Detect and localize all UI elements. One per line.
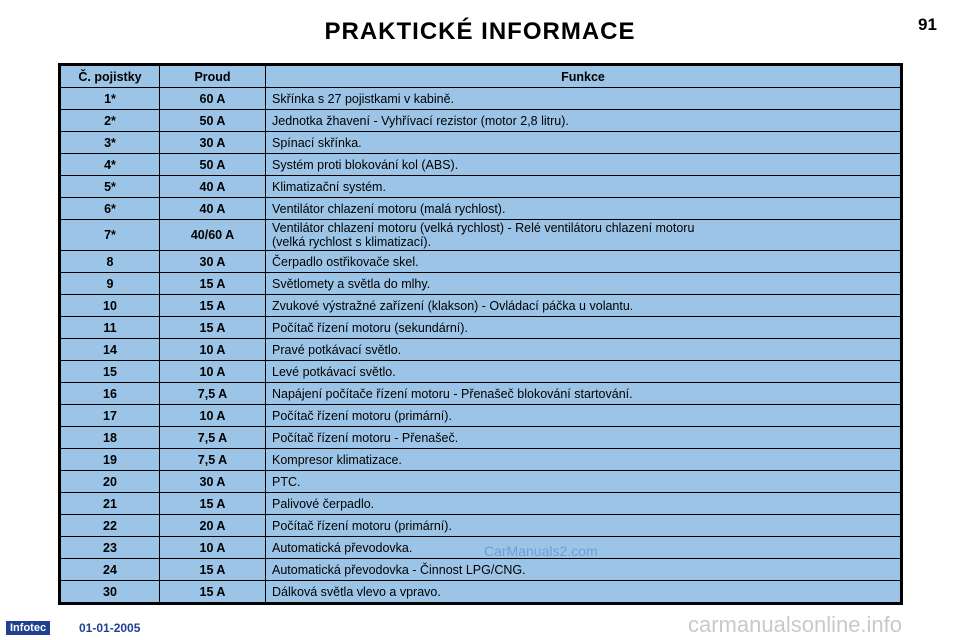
fuse-current-cell: 10 A: [160, 339, 266, 361]
fuse-function-cell: [266, 176, 901, 198]
fuse-number-cell: 30: [61, 581, 160, 603]
fuse-function-cell: [266, 339, 901, 361]
fuse-function-text: Počítač řízení motoru - Přenašeč.: [272, 430, 459, 445]
fuse-function-text: Napájení počítače řízení motoru - Přenašeč blokování startování.: [272, 386, 633, 401]
fuse-number-cell: 16: [61, 383, 160, 405]
fuse-current-cell: 20 A: [160, 515, 266, 537]
table-row: [61, 515, 901, 537]
table-row: [61, 176, 901, 198]
fuse-function-cell: [266, 427, 901, 449]
fuse-function-text: Automatická převodovka - Činnost LPG/CNG.: [272, 562, 526, 577]
fuse-function-text: Kompresor klimatizace.: [272, 452, 402, 467]
fuse-current-cell: 15 A: [160, 273, 266, 295]
fuse-current-cell: 7,5 A: [160, 449, 266, 471]
table-row: [61, 198, 901, 220]
fuse-current-cell: 15 A: [160, 317, 266, 339]
fuse-function-cell: [266, 220, 901, 251]
fuse-current-cell: 10 A: [160, 537, 266, 559]
fuse-current-cell: 40 A: [160, 198, 266, 220]
fuse-current-cell: 7,5 A: [160, 427, 266, 449]
watermark-carmanuals2: CarManuals2.com: [484, 543, 598, 559]
watermark-carmanualsonline: carmanualsonline.info: [688, 612, 903, 637]
fuse-number-cell: 18: [61, 427, 160, 449]
fuse-number-cell: 17: [61, 405, 160, 427]
fuse-function-cell: [266, 515, 901, 537]
column-header-current: Proud: [160, 66, 266, 88]
fuse-current-cell: 30 A: [160, 471, 266, 493]
table-row: [61, 88, 901, 110]
fuse-current-cell: 50 A: [160, 110, 266, 132]
fuse-number-cell: 1*: [61, 88, 160, 110]
column-header-fuse: Č. pojistky: [61, 66, 160, 88]
table-row: [61, 110, 901, 132]
table-row: [61, 537, 901, 559]
fuse-number-cell: 11: [61, 317, 160, 339]
fuse-function-text: Ventilátor chlazení motoru (velká rychlost) - Relé ventilátoru chlazení motoru: [272, 221, 695, 235]
table-row: [61, 559, 901, 581]
table-row: [61, 449, 901, 471]
fuse-function-cell: [266, 361, 901, 383]
fuse-function-text: Skřínka s 27 pojistkami v kabině.: [272, 91, 455, 106]
table-header-row: [61, 66, 901, 88]
table-row: [61, 132, 901, 154]
fuse-function-cell: [266, 132, 901, 154]
fuse-function-text: Počítač řízení motoru (primární).: [272, 408, 452, 423]
table-row: [61, 383, 901, 405]
fuse-function-cell: [266, 405, 901, 427]
fuse-function-cell: [266, 154, 901, 176]
fuse-current-cell: 30 A: [160, 251, 266, 273]
fuse-number-cell: 20: [61, 471, 160, 493]
fuse-number-cell: 22: [61, 515, 160, 537]
table-row: [61, 154, 901, 176]
fuse-number-cell: 5*: [61, 176, 160, 198]
fuse-function-text-line2: (velká rychlost s klimatizací).: [272, 235, 432, 249]
fuse-current-cell: 40/60 A: [160, 220, 266, 251]
fuse-function-text: Palivové čerpadlo.: [272, 496, 375, 511]
fuse-current-cell: 15 A: [160, 295, 266, 317]
fuse-function-text: Pravé potkávací světlo.: [272, 342, 402, 357]
fuse-current-cell: 15 A: [160, 559, 266, 581]
fuse-number-cell: 15: [61, 361, 160, 383]
infotec-logo: Infotec: [6, 621, 50, 635]
fuse-function-cell: [266, 251, 901, 273]
fuse-current-cell: 7,5 A: [160, 383, 266, 405]
fuse-current-cell: 50 A: [160, 154, 266, 176]
table-row: [61, 295, 901, 317]
page-title: PRAKTICKÉ INFORMACE: [324, 18, 636, 45]
fuse-number-cell: 3*: [61, 132, 160, 154]
table-row: [61, 317, 901, 339]
fuse-function-cell: [266, 295, 901, 317]
table-row: [61, 273, 901, 295]
fuse-function-text: Spínací skřínka.: [272, 135, 362, 150]
fuse-number-cell: 7*: [61, 220, 160, 251]
fuse-function-cell: [266, 273, 901, 295]
fuse-number-cell: 8: [61, 251, 160, 273]
fuse-function-text: Systém proti blokování kol (ABS).: [272, 157, 459, 172]
table-row: [61, 493, 901, 515]
fuse-function-cell: [266, 493, 901, 515]
fuse-function-cell: [266, 581, 901, 603]
fuse-function-cell: [266, 88, 901, 110]
fuse-function-text: Počítač řízení motoru (sekundární).: [272, 320, 468, 335]
fuse-function-text: Světlomety a světla do mlhy.: [272, 276, 431, 291]
table-row: [61, 427, 901, 449]
fuse-function-text: Levé potkávací světlo.: [272, 364, 396, 379]
page-number: 91: [918, 15, 937, 34]
fuse-function-cell: [266, 317, 901, 339]
footer-date: 01-01-2005: [79, 621, 141, 635]
fuse-number-cell: 9: [61, 273, 160, 295]
fuse-function-cell: [266, 471, 901, 493]
fuse-function-text: Automatická převodovka.: [272, 540, 413, 555]
fuse-number-cell: 4*: [61, 154, 160, 176]
fuse-function-cell: [266, 110, 901, 132]
table-row: [61, 471, 901, 493]
table-row: [61, 220, 901, 251]
fuse-table: [60, 65, 901, 603]
fuse-function-cell: [266, 449, 901, 471]
fuse-number-cell: 24: [61, 559, 160, 581]
fuse-current-cell: 15 A: [160, 581, 266, 603]
table-row: [61, 405, 901, 427]
fuse-current-cell: 40 A: [160, 176, 266, 198]
column-header-function: Funkce: [266, 66, 901, 88]
fuse-current-cell: 30 A: [160, 132, 266, 154]
fuse-current-cell: 10 A: [160, 405, 266, 427]
fuse-number-cell: 23: [61, 537, 160, 559]
fuse-function-cell: [266, 559, 901, 581]
fuse-function-text: Dálková světla vlevo a vpravo.: [272, 584, 441, 599]
fuse-function-text: PTC.: [272, 474, 301, 489]
fuse-function-cell: [266, 383, 901, 405]
fuse-number-cell: 21: [61, 493, 160, 515]
fuse-function-text: Ventilátor chlazení motoru (malá rychlost).: [272, 201, 506, 216]
fuse-function-text: Jednotka žhavení - Vyhřívací rezistor (motor 2,8 litru).: [272, 113, 569, 128]
fuse-table-container: [58, 63, 903, 605]
table-row: [61, 339, 901, 361]
table-row: [61, 251, 901, 273]
fuse-function-text: Zvukové výstražné zařízení (klakson) - Ovládací páčka u volantu.: [272, 298, 634, 313]
fuse-number-cell: 19: [61, 449, 160, 471]
table-row: [61, 581, 901, 603]
fuse-current-cell: 10 A: [160, 361, 266, 383]
fuse-function-text: Čerpadlo ostřikovače skel.: [272, 254, 419, 269]
table-row: [61, 361, 901, 383]
fuse-number-cell: 10: [61, 295, 160, 317]
fuse-number-cell: 6*: [61, 198, 160, 220]
fuse-function-text: Klimatizační systém.: [272, 179, 386, 194]
fuse-function-cell: [266, 198, 901, 220]
fuse-number-cell: 14: [61, 339, 160, 361]
fuse-current-cell: 60 A: [160, 88, 266, 110]
fuse-function-text: Počítač řízení motoru (primární).: [272, 518, 452, 533]
fuse-number-cell: 2*: [61, 110, 160, 132]
fuse-current-cell: 15 A: [160, 493, 266, 515]
